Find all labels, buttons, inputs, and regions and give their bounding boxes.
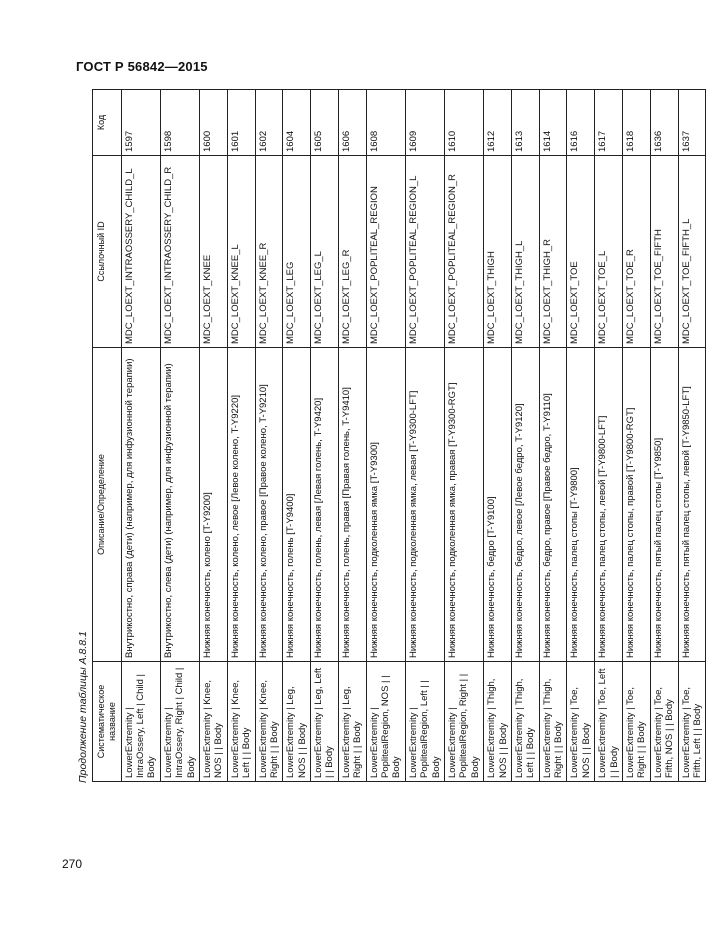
document-header: ГОСТ Р 56842—2015 — [76, 59, 208, 74]
cell-description: Нижняя конечность, голень [T-Y9400] — [283, 348, 311, 662]
cell-description: Нижняя конечность, голень, левая [Левая голень, T-Y9420] — [311, 348, 339, 662]
cell-reference-id: MDC_LOEXT_TOE_R — [623, 156, 651, 348]
table-row — [484, 90, 512, 782]
table-row — [121, 90, 160, 782]
cell-code: 1602 — [255, 90, 283, 156]
table-row — [444, 90, 483, 782]
cell-code: 1613 — [511, 90, 539, 156]
table-row — [338, 90, 366, 782]
cell-reference-id: MDC_LOEXT_LEG — [283, 156, 311, 348]
cell-systematic-name: LowerExtremity | Toe, NOS | | Body — [567, 662, 595, 782]
table-row — [623, 90, 651, 782]
cell-systematic-name: LowerExtremity | PoplitealRegion, Left | | Body — [405, 662, 444, 782]
cell-description: Нижняя конечность, подколенная ямка [T-Y9300] — [366, 348, 405, 662]
table-header-row — [93, 90, 122, 782]
table-row — [255, 90, 283, 782]
cell-code: 1606 — [338, 90, 366, 156]
cell-code: 1614 — [539, 90, 567, 156]
cell-reference-id: MDC_LOEXT_KNEE_R — [255, 156, 283, 348]
cell-description: Нижняя конечность, колено, правое [Правое колено, T-Y9210] — [255, 348, 283, 662]
cell-code: 1597 — [121, 90, 160, 156]
cell-reference-id: MDC_LOEXT_POPLITEAL_REGION_L — [405, 156, 444, 348]
cell-description: Нижняя конечность, пятый палец стопы [T-Y9850] — [650, 348, 678, 662]
cell-description: Нижняя конечность, колено, левое [Левое колено, T-Y9220] — [227, 348, 255, 662]
cell-systematic-name: LowerExtremity | Leg, Left | | Body — [311, 662, 339, 782]
cell-code: 1600 — [199, 90, 227, 156]
table-row — [567, 90, 595, 782]
cell-systematic-name: LowerExtremity | Toe, Fifth, Left | | Body — [678, 662, 706, 782]
cell-reference-id: MDC_LOEXT_TOE_FIFTH_L — [678, 156, 706, 348]
cell-code: 1601 — [227, 90, 255, 156]
cell-description: Нижняя конечность, палец стопы, правой [T-Y9800-RGT] — [623, 348, 651, 662]
cell-description: Нижняя конечность, бедро, правое [Правое бедро, T-Y9110] — [539, 348, 567, 662]
cell-description: Нижняя конечность, бедро, левое [Левое бедро, T-Y9120] — [511, 348, 539, 662]
cell-description: Внутрикостно, справа (дети) (например, для инфузионной терапии) — [121, 348, 160, 662]
table-row — [160, 90, 199, 782]
cell-reference-id: MDC_LOEXT_POPLITEAL_REGION_R — [444, 156, 483, 348]
cell-reference-id: MDC_LOEXT_TOE_L — [595, 156, 623, 348]
cell-systematic-name: LowerExtremity | Thigh, Right | | Body — [539, 662, 567, 782]
rotated-table-container — [92, 90, 703, 782]
cell-code: 1616 — [567, 90, 595, 156]
table-row — [511, 90, 539, 782]
cell-systematic-name: LowerExtremity | Knee, NOS | | Body — [199, 662, 227, 782]
cell-reference-id: MDC_LOEXT_INTRAOSSERY_CHILD_R — [160, 156, 199, 348]
cell-reference-id: MDC_LOEXT_LEG_R — [338, 156, 366, 348]
cell-code: 1598 — [160, 90, 199, 156]
cell-description: Нижняя конечность, колено [T-Y9200] — [199, 348, 227, 662]
table-row — [405, 90, 444, 782]
cell-code: 1618 — [623, 90, 651, 156]
cell-description: Нижняя конечность, голень, правая [Правая голень, T-Y9410] — [338, 348, 366, 662]
cell-reference-id: MDC_LOEXT_THIGH_R — [539, 156, 567, 348]
cell-systematic-name: LowerExtremity | Thigh, Left | | Body — [511, 662, 539, 782]
cell-reference-id: MDC_LOEXT_INTRAOSSERY_CHILD_L — [121, 156, 160, 348]
cell-systematic-name: LowerExtremity | Leg, Right | | Body — [338, 662, 366, 782]
column-header-name: Систематическое название — [93, 662, 122, 782]
page-number: 270 — [62, 857, 83, 871]
cell-systematic-name: LowerExtremity | Leg, NOS | | Body — [283, 662, 311, 782]
table-row — [595, 90, 623, 782]
table-row — [199, 90, 227, 782]
cell-reference-id: MDC_LOEXT_KNEE_L — [227, 156, 255, 348]
cell-systematic-name: LowerExtremity | Knee, Left | | Body — [227, 662, 255, 782]
cell-code: 1605 — [311, 90, 339, 156]
column-header-description: Описание/Определение — [93, 348, 122, 662]
table-row — [678, 90, 706, 782]
cell-description: Нижняя конечность, пятый палец стопы, левой [T-Y9850-LFT] — [678, 348, 706, 662]
cell-code: 1612 — [484, 90, 512, 156]
cell-systematic-name: LowerExtremity | Toe, Left | | Body — [595, 662, 623, 782]
cell-code: 1604 — [283, 90, 311, 156]
cell-systematic-name: LowerExtremity | Knee, Right | | Body — [255, 662, 283, 782]
column-header-reference-id: Ссылочный ID — [93, 156, 122, 348]
table-caption: Продолжение таблицы А.8.8.1 — [77, 631, 89, 783]
cell-systematic-name: LowerExtremity | Toe, Fifth, NOS | | Body — [650, 662, 678, 782]
cell-reference-id: MDC_LOEXT_THIGH_L — [511, 156, 539, 348]
cell-description: Нижняя конечность, бедро [T-Y9100] — [484, 348, 512, 662]
column-header-code: Код — [93, 90, 122, 156]
cell-reference-id: MDC_LOEXT_TOE_FIFTH — [650, 156, 678, 348]
cell-reference-id: MDC_LOEXT_POPLITEAL_REGION — [366, 156, 405, 348]
cell-code: 1610 — [444, 90, 483, 156]
cell-systematic-name: LowerExtremity | Toe, Right | | Body — [623, 662, 651, 782]
table-row — [650, 90, 678, 782]
table-row — [366, 90, 405, 782]
table-row — [311, 90, 339, 782]
data-table — [92, 89, 706, 782]
cell-systematic-name: LowerExtremity | IntraOssery, Right | Child | Body — [160, 662, 199, 782]
cell-reference-id: MDC_LOEXT_THIGH — [484, 156, 512, 348]
table-body — [121, 90, 706, 782]
cell-systematic-name: LowerExtremity | PoplitealRegion, NOS | | Body — [366, 662, 405, 782]
cell-code: 1608 — [366, 90, 405, 156]
cell-description: Нижняя конечность, палец стопы, левой [T-Y9800-LFT] — [595, 348, 623, 662]
cell-systematic-name: LowerExtremity | PoplitealRegion, Right | | Body — [444, 662, 483, 782]
cell-reference-id: MDC_LOEXT_TOE — [567, 156, 595, 348]
cell-description: Нижняя конечность, палец стопы [T-Y9800] — [567, 348, 595, 662]
table-row — [227, 90, 255, 782]
cell-code: 1637 — [678, 90, 706, 156]
cell-description: Внутрикостно, слева (дети) (например, для инфузионной терапии) — [160, 348, 199, 662]
cell-description: Нижняя конечность, подколенная ямка, правая [T-Y9300-RGT] — [444, 348, 483, 662]
cell-code: 1617 — [595, 90, 623, 156]
cell-code: 1609 — [405, 90, 444, 156]
table-row — [539, 90, 567, 782]
table-row — [283, 90, 311, 782]
cell-description: Нижняя конечность, подколенная ямка, левая [T-Y9300-LFT] — [405, 348, 444, 662]
cell-code: 1636 — [650, 90, 678, 156]
cell-reference-id: MDC_LOEXT_LEG_L — [311, 156, 339, 348]
cell-reference-id: MDC_LOEXT_KNEE — [199, 156, 227, 348]
cell-systematic-name: LowerExtremity | Thigh, NOS | | Body — [484, 662, 512, 782]
cell-systematic-name: LowerExtremity | IntraOssery, Left | Child | Body — [121, 662, 160, 782]
